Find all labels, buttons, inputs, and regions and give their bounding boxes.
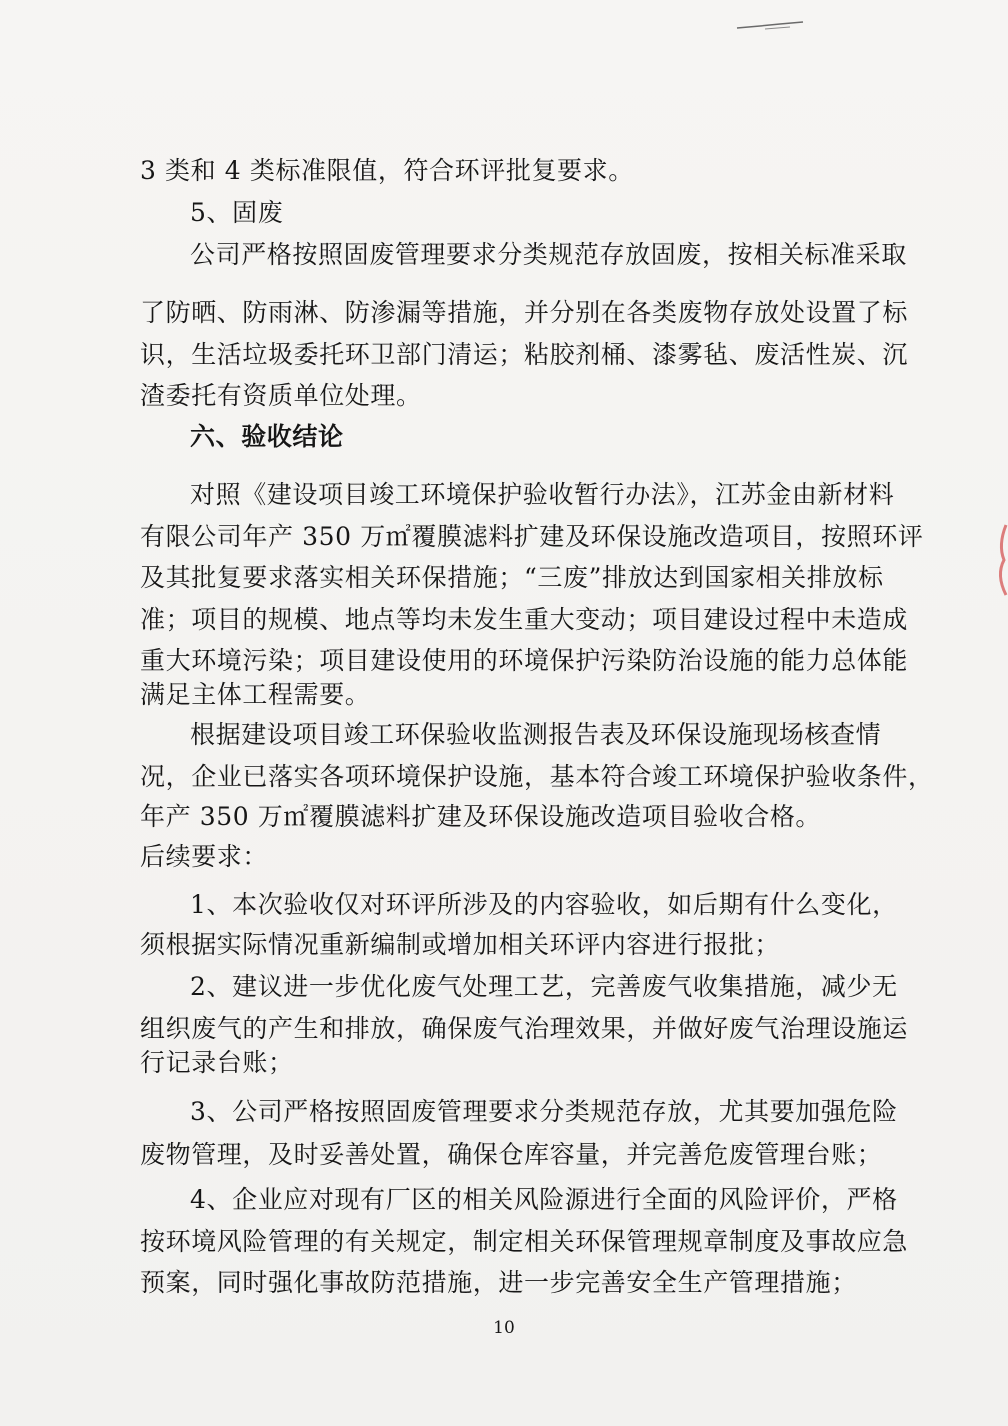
text-line: 渣委托有资质单位处理。 bbox=[140, 381, 422, 410]
text-line: 及其批复要求落实相关环保措施；“三废”排放达到国家相关排放标 bbox=[140, 563, 884, 592]
text-line: 预案，同时强化事故防范措施，进一步完善安全生产管理措施； bbox=[140, 1268, 857, 1297]
text-line: 况，企业已落实各项环境保护设施，基本符合竣工环境保护验收条件， bbox=[140, 762, 934, 791]
text-line: 对照《建设项目竣工环境保护验收暂行办法》，江苏金由新材料 bbox=[190, 480, 895, 509]
text-line: 3、公司严格按照固废管理要求分类规范存放，尤其要加强危险 bbox=[190, 1097, 898, 1126]
section-heading-solid-waste: 5、固废 bbox=[190, 198, 284, 227]
text-line: 满足主体工程需要。 bbox=[140, 680, 371, 709]
text-line: 识，生活垃圾委托环卫部门清运；粘胶剂桶、漆雾毡、废活性炭、沉 bbox=[140, 340, 909, 369]
text-line: 1、本次验收仅对环评所涉及的内容验收，如后期有什么变化， bbox=[190, 890, 898, 919]
text-line: 须根据实际情况重新编制或增加相关环评内容进行报批； bbox=[140, 930, 781, 959]
text-line: 准；项目的规模、地点等均未发生重大变动；项目建设过程中未造成 bbox=[140, 605, 909, 634]
text-line: 组织废气的产生和排放，确保废气治理效果，并做好废气治理设施运 bbox=[140, 1014, 909, 1043]
text-line: 根据建设项目竣工环保验收监测报告表及环保设施现场核查情 bbox=[190, 720, 882, 749]
followup-heading: 后续要求： bbox=[140, 842, 269, 871]
text-line: 公司严格按照固废管理要求分类规范存放固废，按相关标准采取 bbox=[190, 240, 907, 269]
text-line: 废物管理，及时妥善处置，确保仓库容量，并完善危废管理台账； bbox=[140, 1140, 883, 1169]
text-line: 行记录台账； bbox=[140, 1048, 294, 1077]
text-line: 有限公司年产 350 万㎡覆膜滤料扩建及环保设施改造项目，按照环评 bbox=[140, 522, 924, 551]
text-line: 2、建议进一步优化废气处理工艺，完善废气收集措施，减少无 bbox=[190, 972, 898, 1001]
text-line: 3 类和 4 类标准限值，符合环评批复要求。 bbox=[140, 156, 634, 185]
text-line: 了防晒、防雨淋、防渗漏等措施，并分别在各类废物存放处设置了标 bbox=[140, 298, 909, 327]
text-line: 4、企业应对现有厂区的相关风险源进行全面的风险评价，严格 bbox=[190, 1185, 898, 1214]
text-line: 重大环境污染；项目建设使用的环境保护污染防治设施的能力总体能 bbox=[140, 646, 909, 675]
page-number: 10 bbox=[493, 1318, 515, 1338]
text-line: 年产 350 万㎡覆膜滤料扩建及环保设施改造项目验收合格。 bbox=[140, 802, 822, 831]
text-line: 按环境风险管理的有关规定，制定相关环保管理规章制度及事故应急 bbox=[140, 1227, 909, 1256]
section-heading-conclusion: 六、验收结论 bbox=[190, 422, 344, 451]
